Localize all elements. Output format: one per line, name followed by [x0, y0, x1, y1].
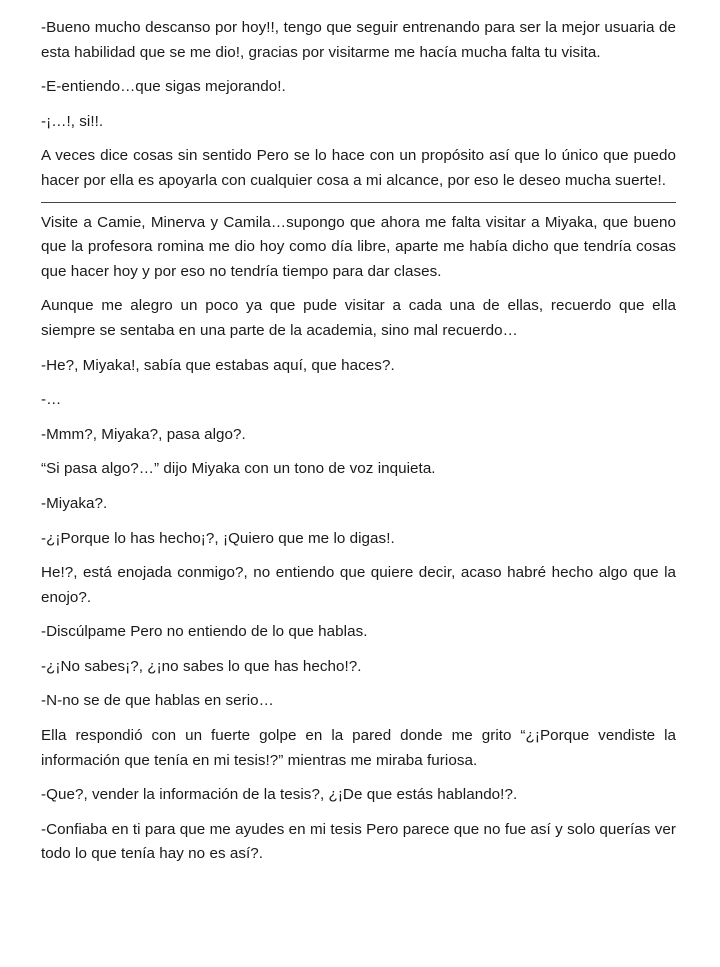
paragraph: “Si pasa algo?…” dijo Miyaka con un tono de voz inquieta. — [41, 460, 436, 478]
paragraph: -Que?, vender la información de la tesis?, ¿¡De que estás hablando!?. — [41, 786, 518, 804]
paragraph: -Discúlpame Pero no entiendo de lo que hablas. — [41, 623, 368, 641]
paragraph: -E-entiendo…que sigas mejorando!. — [41, 78, 286, 96]
paragraph: -Bueno mucho descanso por hoy!!, tengo que seguir entrenando para ser la mejor usuaria de esta habilidad que se me dio!, gracias por visitarme me hacía mucha falta tu visita. — [41, 19, 676, 61]
paragraph: A veces dice cosas sin sentido Pero se lo hace con un propósito así que lo único que puedo hacer por ella es apoyarla con cualquier cosa a mi alcance, por eso le deseo mucha suerte!. — [41, 147, 676, 189]
paragraph: -… — [41, 391, 62, 409]
paragraph: -N-no se de que hablas en serio… — [41, 692, 274, 710]
paragraph: -He?, Miyaka!, sabía que estabas aquí, que haces?. — [41, 356, 395, 374]
paragraph: -Confiaba en ti para que me ayudes en mi tesis Pero parece que no fue así y solo querías ver todo lo que tenía hay no es así?. — [41, 820, 676, 863]
paragraph: Ella respondió con un fuerte golpe en la pared donde me grito “¿¡Porque vendiste la información que tenía en mi tesis!?” mientras me miraba furiosa. — [41, 727, 676, 769]
paragraph: -Mmm?, Miyaka?, pasa algo?. — [41, 425, 246, 443]
paragraph: Aunque me alegro un poco ya que pude visitar a cada una de ellas, recuerdo que ella siempre se sentaba en una parte de la academia, sino mal recuerdo… — [41, 297, 676, 339]
paragraph: -¿¡No sabes¡?, ¿¡no sabes lo que has hecho!?. — [41, 657, 362, 675]
document-page — [41, 16, 676, 877]
paragraph: -¿¡Porque lo has hecho¡?, ¡Quiero que me lo digas!. — [41, 529, 395, 547]
section-divider — [41, 202, 676, 203]
paragraph: -¡…!, si!!. — [41, 112, 104, 130]
paragraph: He!?, está enojada conmigo?, no entiendo que quiere decir, acaso habré hecho algo que la enojo?. — [41, 564, 676, 606]
paragraph: -Miyaka?. — [41, 494, 108, 512]
paragraph: Visite a Camie, Minerva y Camila…supongo que ahora me falta visitar a Miyaka, que bueno que la profesora romina me dio hoy como día libre, aparte me había dicho que tendría cosas que hacer hoy y por eso no tendría tiempo para dar clases. — [41, 213, 676, 280]
